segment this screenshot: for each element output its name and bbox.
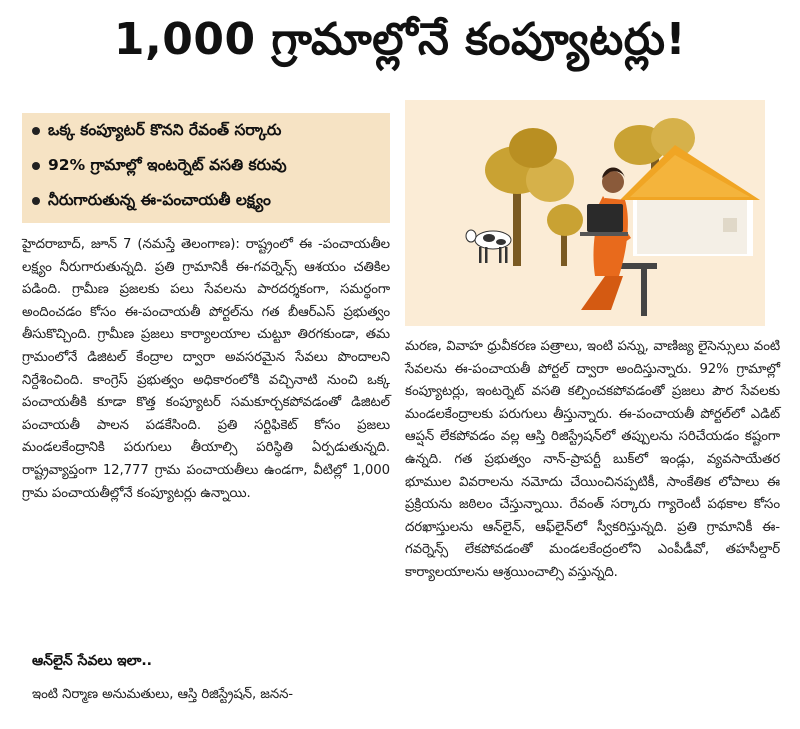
highlight-text: 92% గ్రామాల్లో ఇంటర్నెట్ వసతి కరువు — [48, 156, 287, 174]
highlight-text: ఒక్క కంప్యూటర్ కొనని రేవంత్ సర్కారు — [48, 121, 282, 139]
highlight-item — [22, 148, 390, 183]
bullet-icon — [32, 197, 40, 205]
highlights-box — [22, 113, 390, 223]
article-left-tail: ఇంటి నిర్మాణ అనుమతులు, ఆస్తి రిజిస్ట్రేషన్, జనన- — [32, 687, 293, 702]
highlight-item — [22, 183, 390, 218]
bullet-icon — [32, 162, 40, 170]
woman-with-laptop-illustration — [405, 100, 765, 326]
article-paragraph: మరణ, వివాహ ధ్రువీకరణ పత్రాలు, ఇంటి పన్ను, వాణిజ్య లైసెన్సులు వంటి సేవలను ఈ-పంచాయతీ పోర్టల్ ద్వారా అందిస్తున్నారు. 92% గ్రామాల్లో కంప్యూటర్లు, ఇంటర్నెట్ వసతి కల్పించకపోవడంతో ప్రజలు పౌర సేవలకు మండలకేంద్రాలకు పరుగులు తీస్తున్నారు. ఈ-పంచాయతీ పోర్టల్‌లో ఎడిట్ ఆప్షన్ లేకపోవడం వల్ల ఆస్తి రిజిస్ట్రేషన్‌లో తప్పులను సరిచేయడం కష్టంగా ఉన్నది. గత ప్రభుత్వం నాన్-ప్రాపర్టీ బుక్‌లో ఇండ్లు, వ్యవసాయేతర భూముల వివరాలను నమోదు చేయించినప్పటికీ, సాంకేతిక లోపాలు ఈ ప్రక్రియను జఠిలం చేస్తున్నాయి. రేవంత్ సర్కారు గ్యారెంటీ పథకాల కోసం దరఖాస్తులను ఆన్‌లైన్, ఆఫ్‌లైన్‌లో స్వీకరిస్తున్నది. ప్రతి గ్రామానికీ ఈ-గవర్నెన్స్ లేకపోవడంతో మండలకేంద్రంలోని ఎంపీడీవో, తహసీల్దార్ కార్యాలయాలను ఆశ్రయించాల్సి వస్తున్నది. — [405, 339, 780, 580]
highlight-item — [22, 113, 390, 148]
bullet-icon — [32, 127, 40, 135]
article-right-column — [405, 336, 780, 585]
headline: 1,000 గ్రామాల్లోనే కంప్యూటర్లు! — [113, 14, 687, 65]
article-left-column — [22, 234, 390, 505]
subheading: ఆన్‌లైన్ సేవలు ఇలా.. — [32, 653, 152, 669]
article-paragraph: హైదరాబాద్, జూన్ 7 (నమస్తే తెలంగాణ): రాష్ట్రంలో ఈ -పంచాయతీల లక్ష్యం నీరుగారుతున్నది. ప్రతి గ్రామానికీ ఈ-గవర్నెన్స్ ఆశయం చతికిల పడింది. గ్రామీణ ప్రజలకు పలు సేవలను పారదర్శకంగా, సమర్థంగా అందించడం కోసం ఈ-పంచాయతీ పోర్టల్‌ను గత బీఆర్ఎస్ ప్రభుత్వం తీసుకొచ్చింది. గ్రామీణ ప్రజలు కార్యాలయాల చుట్టూ తిరగకుండా, తమ గ్రామంలోనే డిజిటల్ కేంద్రాల ద్వారా అవసరమైన సేవలు పొందాలని నిర్దేశించింది. కాంగ్రెస్ ప్రభుత్వం అధికారంలోకి వచ్చినాటి నుంచి ఒక్క పంచాయతీకి కూడా కొత్త కంప్యూటర్ సమకూర్చకపోవడంతో డిజిటల్ పంచాయతీ పాలన పడకేసింది. ప్రతి సర్టిఫికెట్ కోసం ప్రజలు మండలకేంద్రానికి పరుగులు తీయాల్సి పరిస్థితి ఏర్పడుతున్నది. రాష్ట్రవ్యాప్తంగా 12,777 గ్రామ పంచాయతీలు ఉండగా, వీటిల్లో 1,000 గ్రామ పంచాయతీల్లోనే కంప్యూటర్లు ఉన్నాయి. — [22, 237, 390, 501]
highlight-text: నీరుగారుతున్న ఈ-పంచాయతీ లక్ష్యం — [48, 191, 271, 209]
